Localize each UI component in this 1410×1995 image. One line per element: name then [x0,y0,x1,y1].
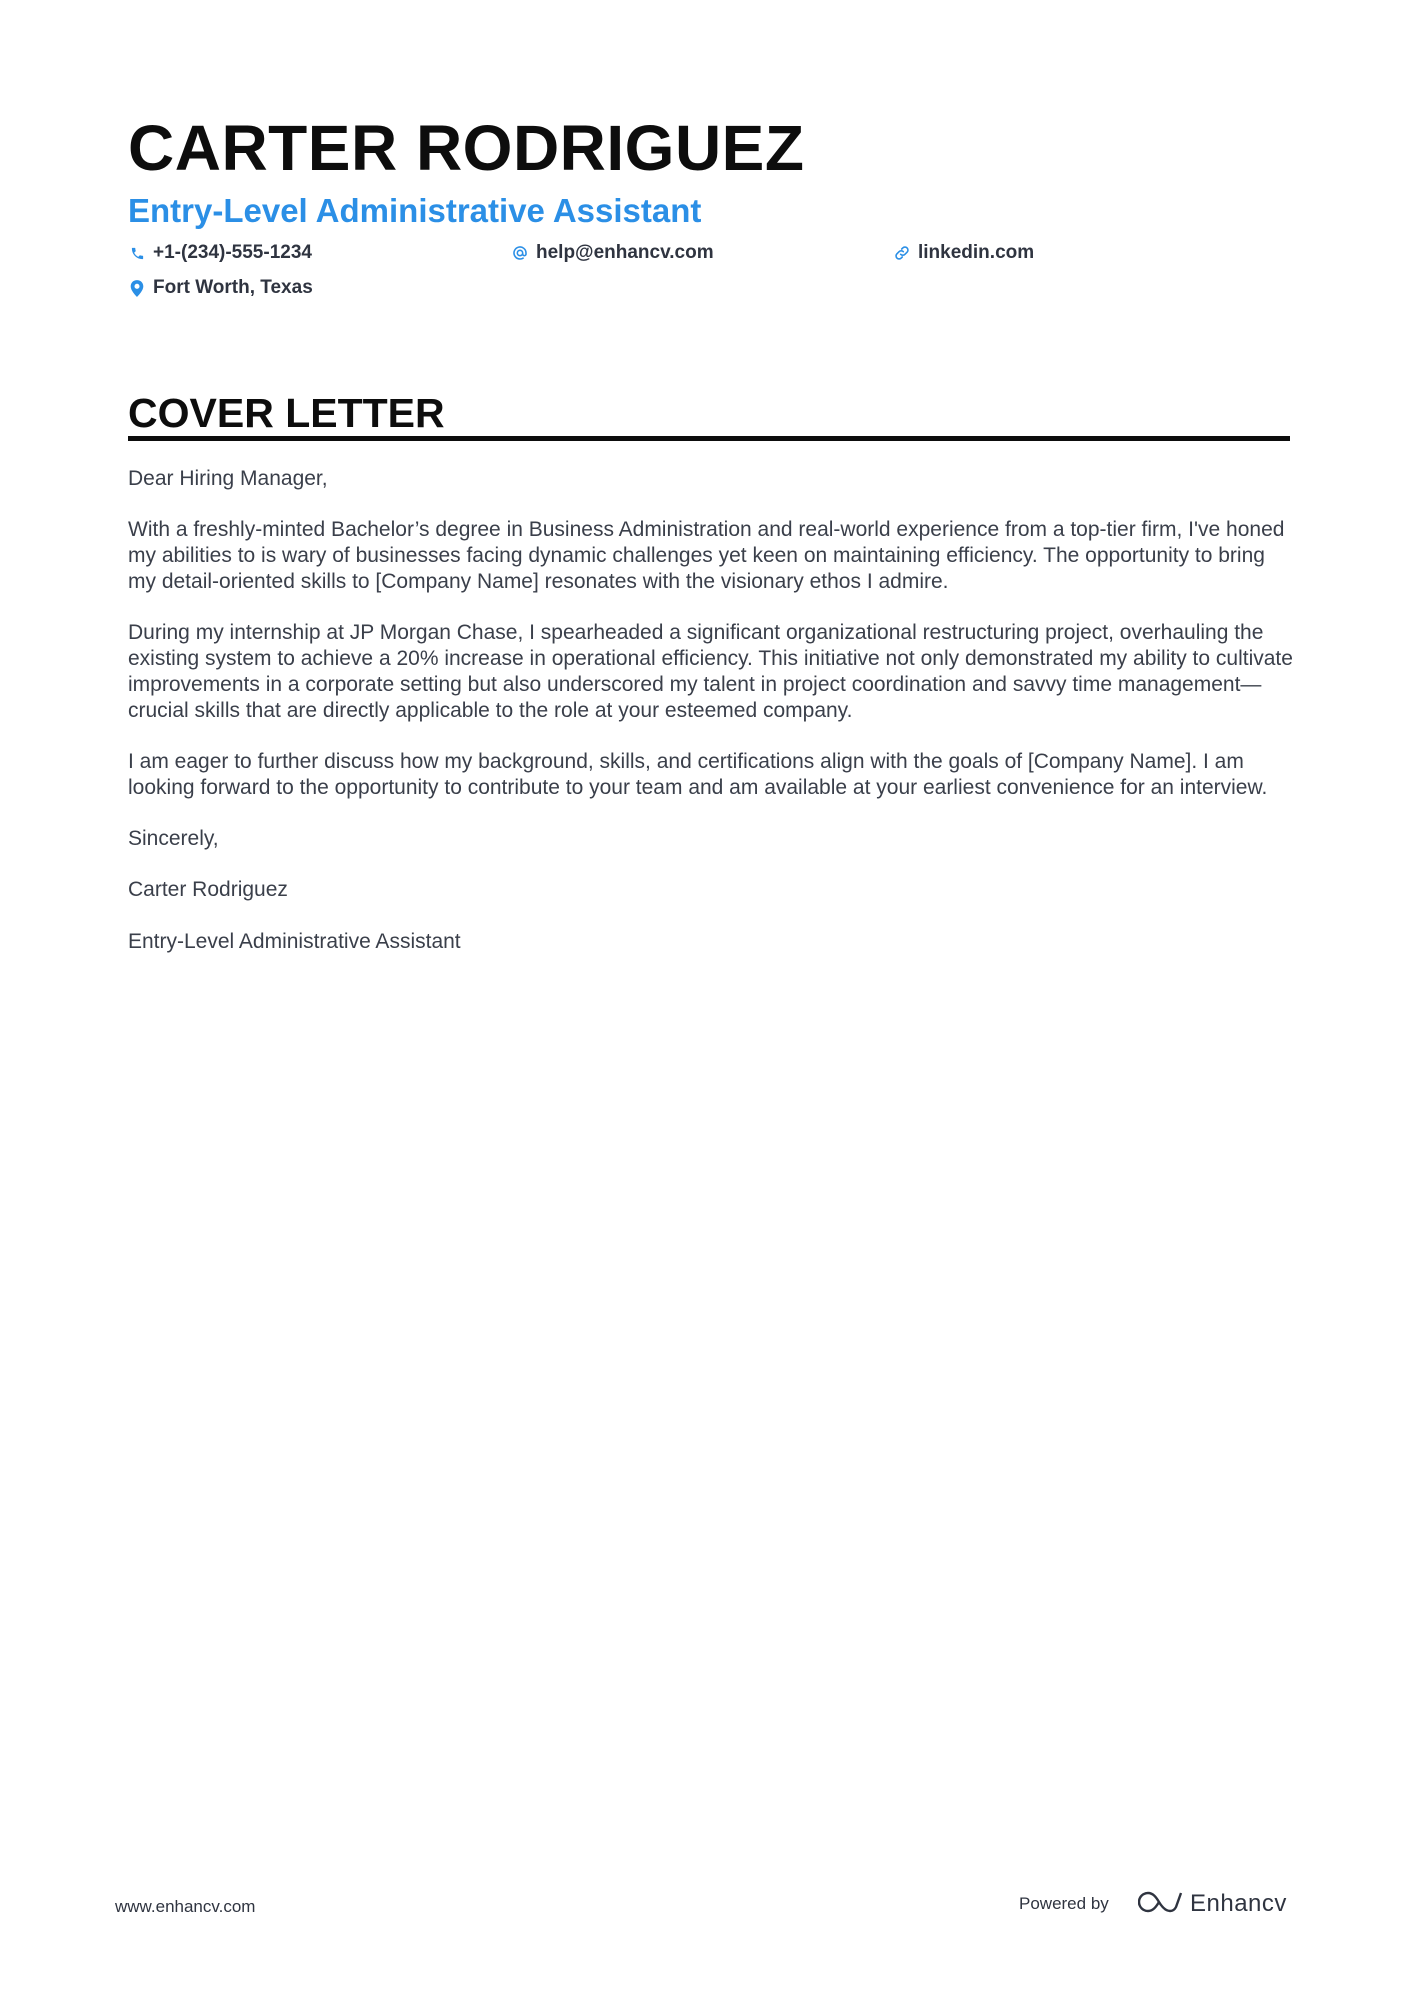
phone-text: +1-(234)-555-1234 [153,242,312,263]
contact-email[interactable] [511,241,714,265]
section-divider [128,436,1290,441]
footer-website-link[interactable]: www.enhancv.com [115,1897,256,1916]
letter-paragraph: I am eager to further discuss how my background, skills, and certifications align with the goals of [Company Name]. I am looking forward to the opportunity to contribute to your team and am available at your earliest convenience for an interview. [128,749,1268,799]
link-icon [893,244,911,262]
map-pin-icon [128,279,146,297]
candidate-title: Entry-Level Administrative Assistant [128,192,702,229]
section-title: COVER LETTER [128,390,445,436]
email-text: help@enhancv.com [536,242,714,263]
signature-title: Entry-Level Administrative Assistant [128,929,461,953]
letter-paragraph: During my internship at JP Morgan Chase, I spearheaded a significant organizational restructuring project, overhauling the existing system to achieve a 20% increase in operational efficiency. This initiative not only demonstrated my ability to cultivate improvements in a corporate setting but also underscored my talent in project coordination and savvy time management—crucial skills that are directly applicable to the role at your esteemed company. [128,621,1293,722]
contact-phone[interactable] [128,241,312,265]
enhancv-logo-icon [1138,1889,1184,1920]
signature-name: Carter Rodriguez [128,878,288,902]
at-icon [511,244,529,262]
brand-name: Enhancv [1190,1890,1287,1917]
contact-linkedin[interactable] [893,241,1034,265]
linkedin-text: linkedin.com [918,242,1035,263]
footer-powered-by: Powered by [1019,1894,1109,1913]
phone-icon [128,244,146,262]
letter-greeting: Dear Hiring Manager, [128,467,328,490]
contact-location [128,276,313,300]
footer-brand[interactable] [1138,1884,1287,1924]
letter-paragraph: With a freshly-minted Bachelor’s degree in Business Administration and real-world experience from a top-tier firm, I've honed my abilities to is wary of businesses facing dynamic challenges yet keen on maintaining efficiency. The opportunity to bring my detail-oriented skills to [Company Name] resonates with the visionary ethos I admire. [128,518,1285,593]
candidate-name: CARTER RODRIGUEZ [128,112,805,184]
letter-body [128,466,1298,980]
location-text: Fort Worth, Texas [153,277,313,298]
letter-closing: Sincerely, [128,826,219,850]
